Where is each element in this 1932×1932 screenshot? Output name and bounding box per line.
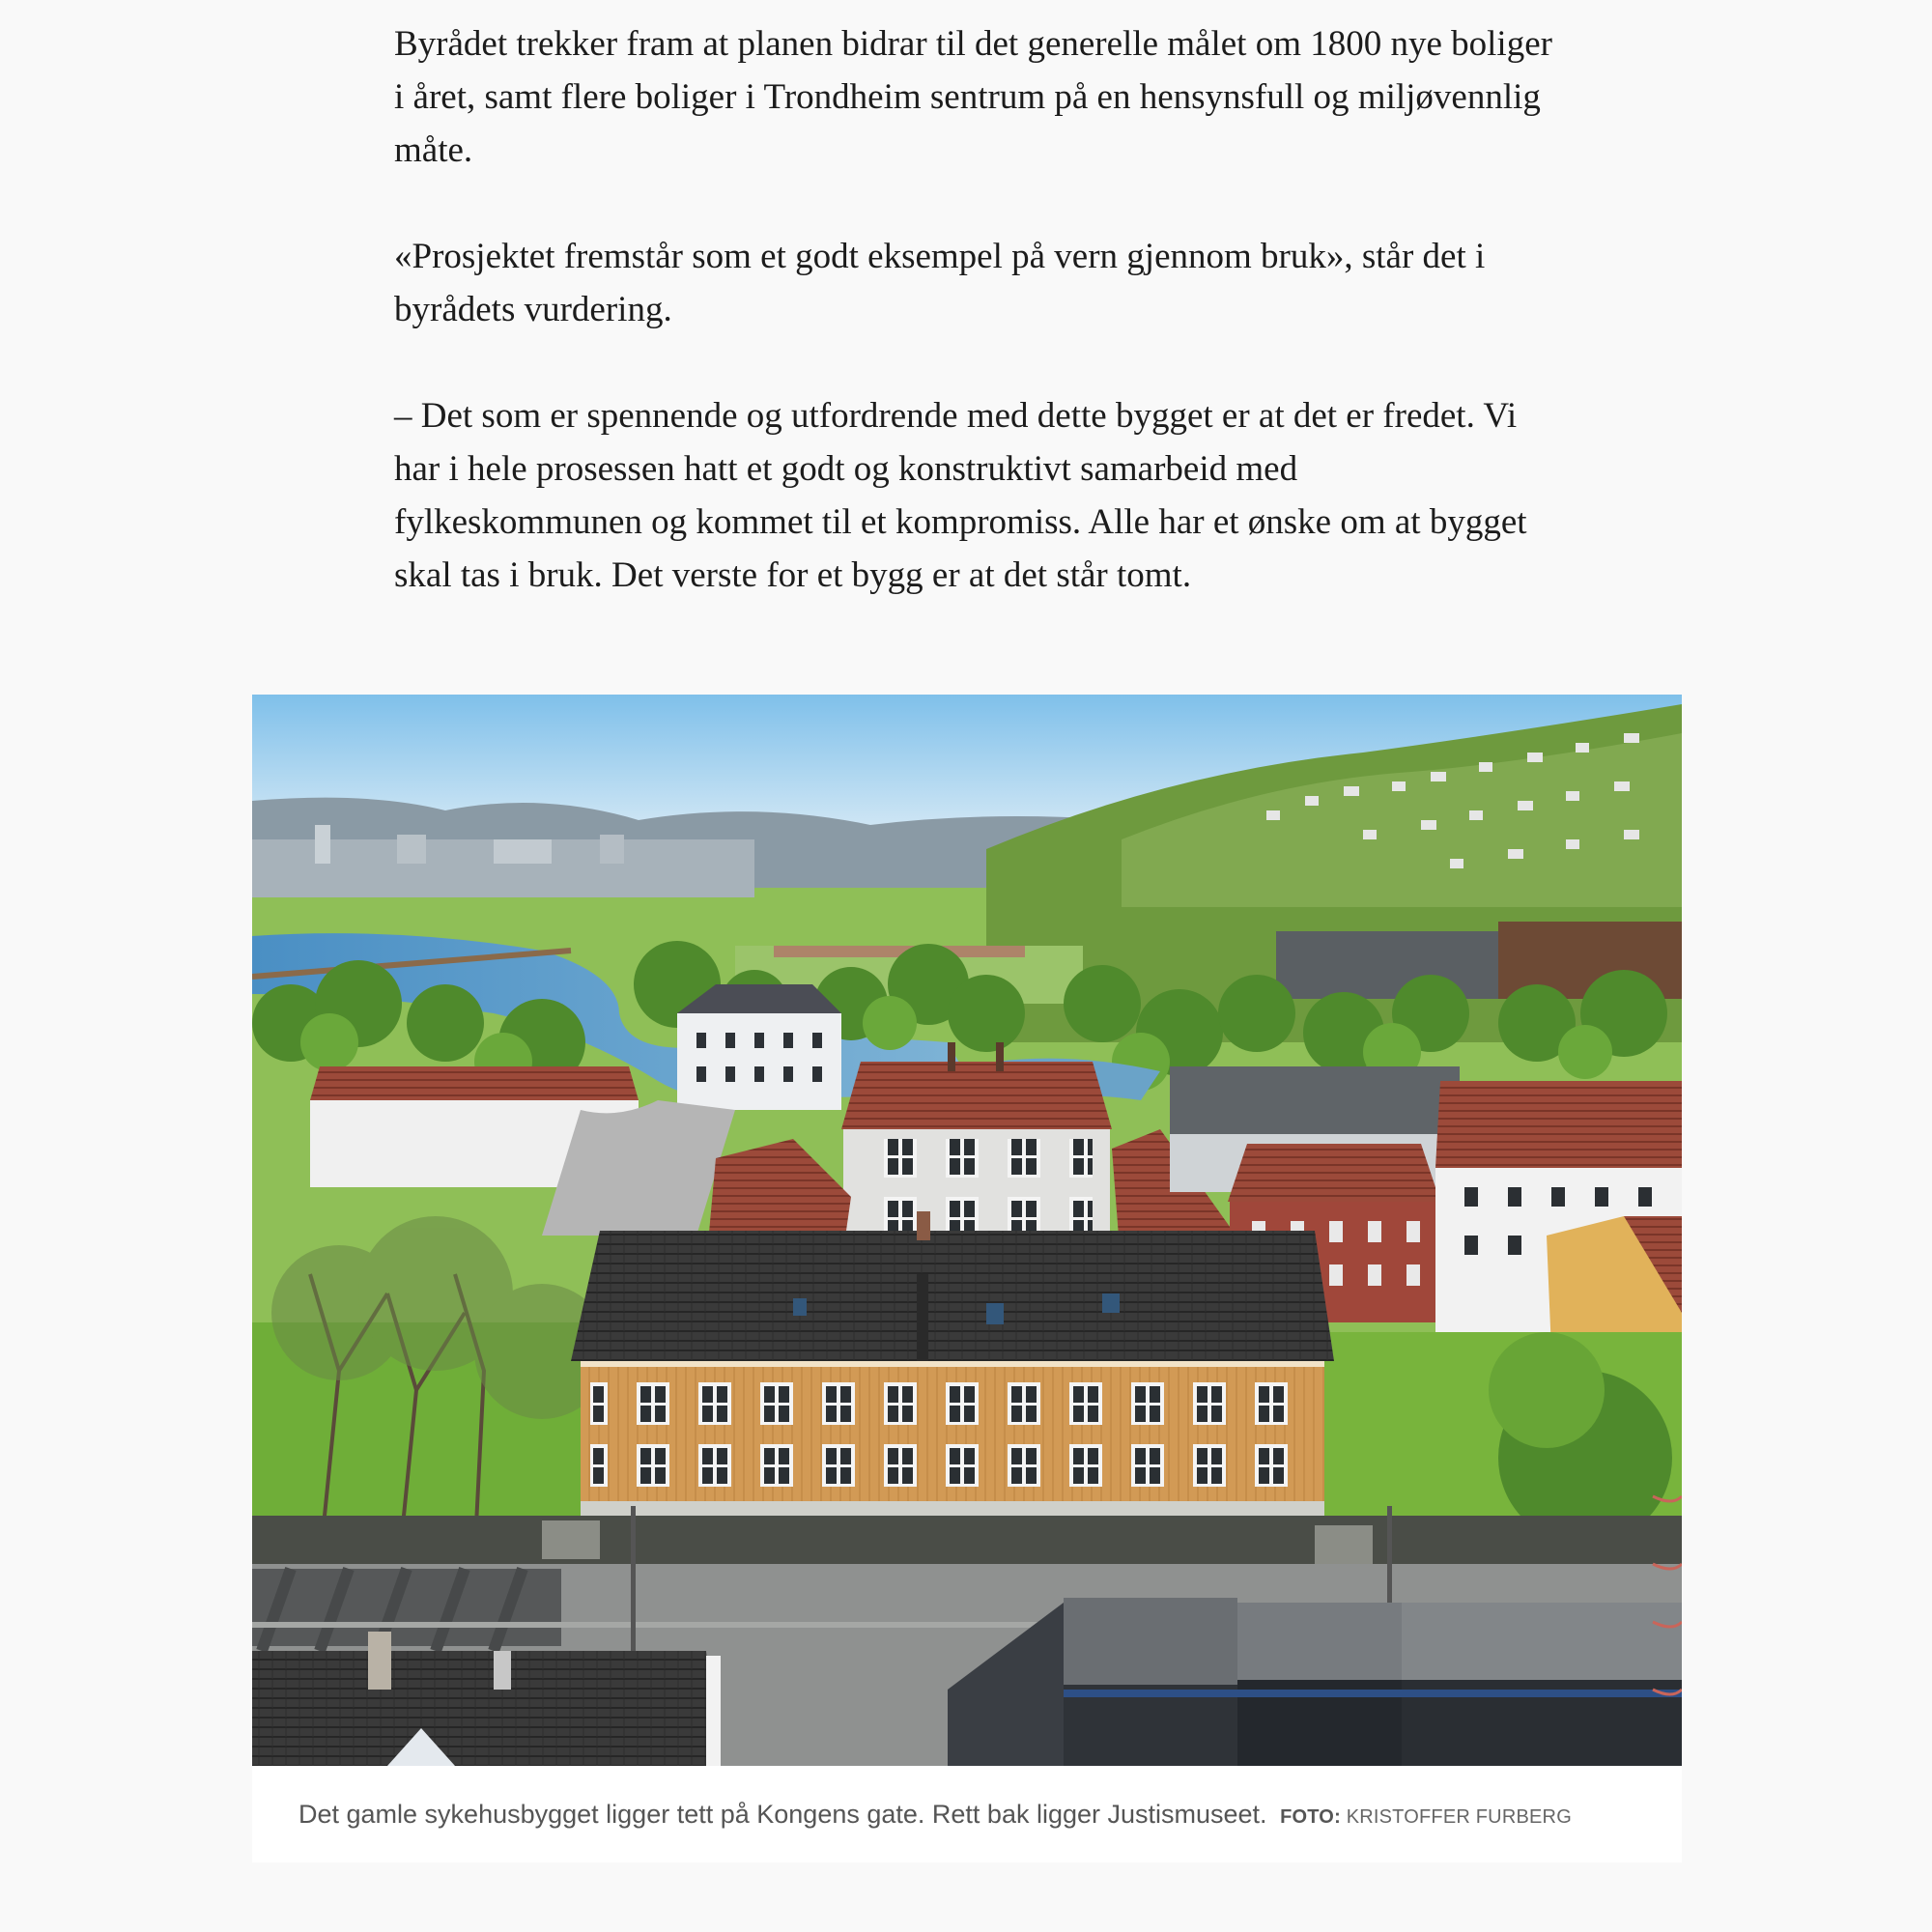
article-figure xyxy=(252,695,1682,1862)
paragraph-3: – Det som er spennende og utfordrende med dette bygget er at det er fredet. Vi har i hele prosessen hatt et godt og konstruktivt samarbeid med fylkeskommunen og kommet til et kompromiss. Alle har et ønske om at bygget skal tas i bruk. Det verste for et bygg er at det står tomt. xyxy=(394,396,1527,595)
caption-text: Det gamle sykehusbygget ligger tett på Kongens gate. Rett bak ligger Justismuseet. xyxy=(298,1800,1267,1829)
credit-name: KRISTOFFER FURBERG xyxy=(1346,1806,1572,1828)
photo-caption xyxy=(252,1766,1682,1862)
aerial-photo-illustration xyxy=(252,695,1682,1766)
article-body xyxy=(394,17,1553,655)
credit-label: FOTO: xyxy=(1280,1806,1341,1828)
aerial-photo[interactable] xyxy=(252,695,1682,1766)
main-hospital-building xyxy=(571,1211,1334,1530)
photo-credit xyxy=(1280,1806,1572,1828)
paragraph-2: «Prosjektet fremstår som et godt eksempel på vern gjennom bruk», står det i byrådets vurdering. xyxy=(394,237,1486,329)
white-manor xyxy=(677,984,841,1110)
paragraph-1: Byrådet trekker fram at planen bidrar til det generelle målet om 1800 nye boliger i året, samt flere boliger i Trondheim sentrum på en hensynsfull og miljøvennlig måte. xyxy=(394,24,1552,170)
